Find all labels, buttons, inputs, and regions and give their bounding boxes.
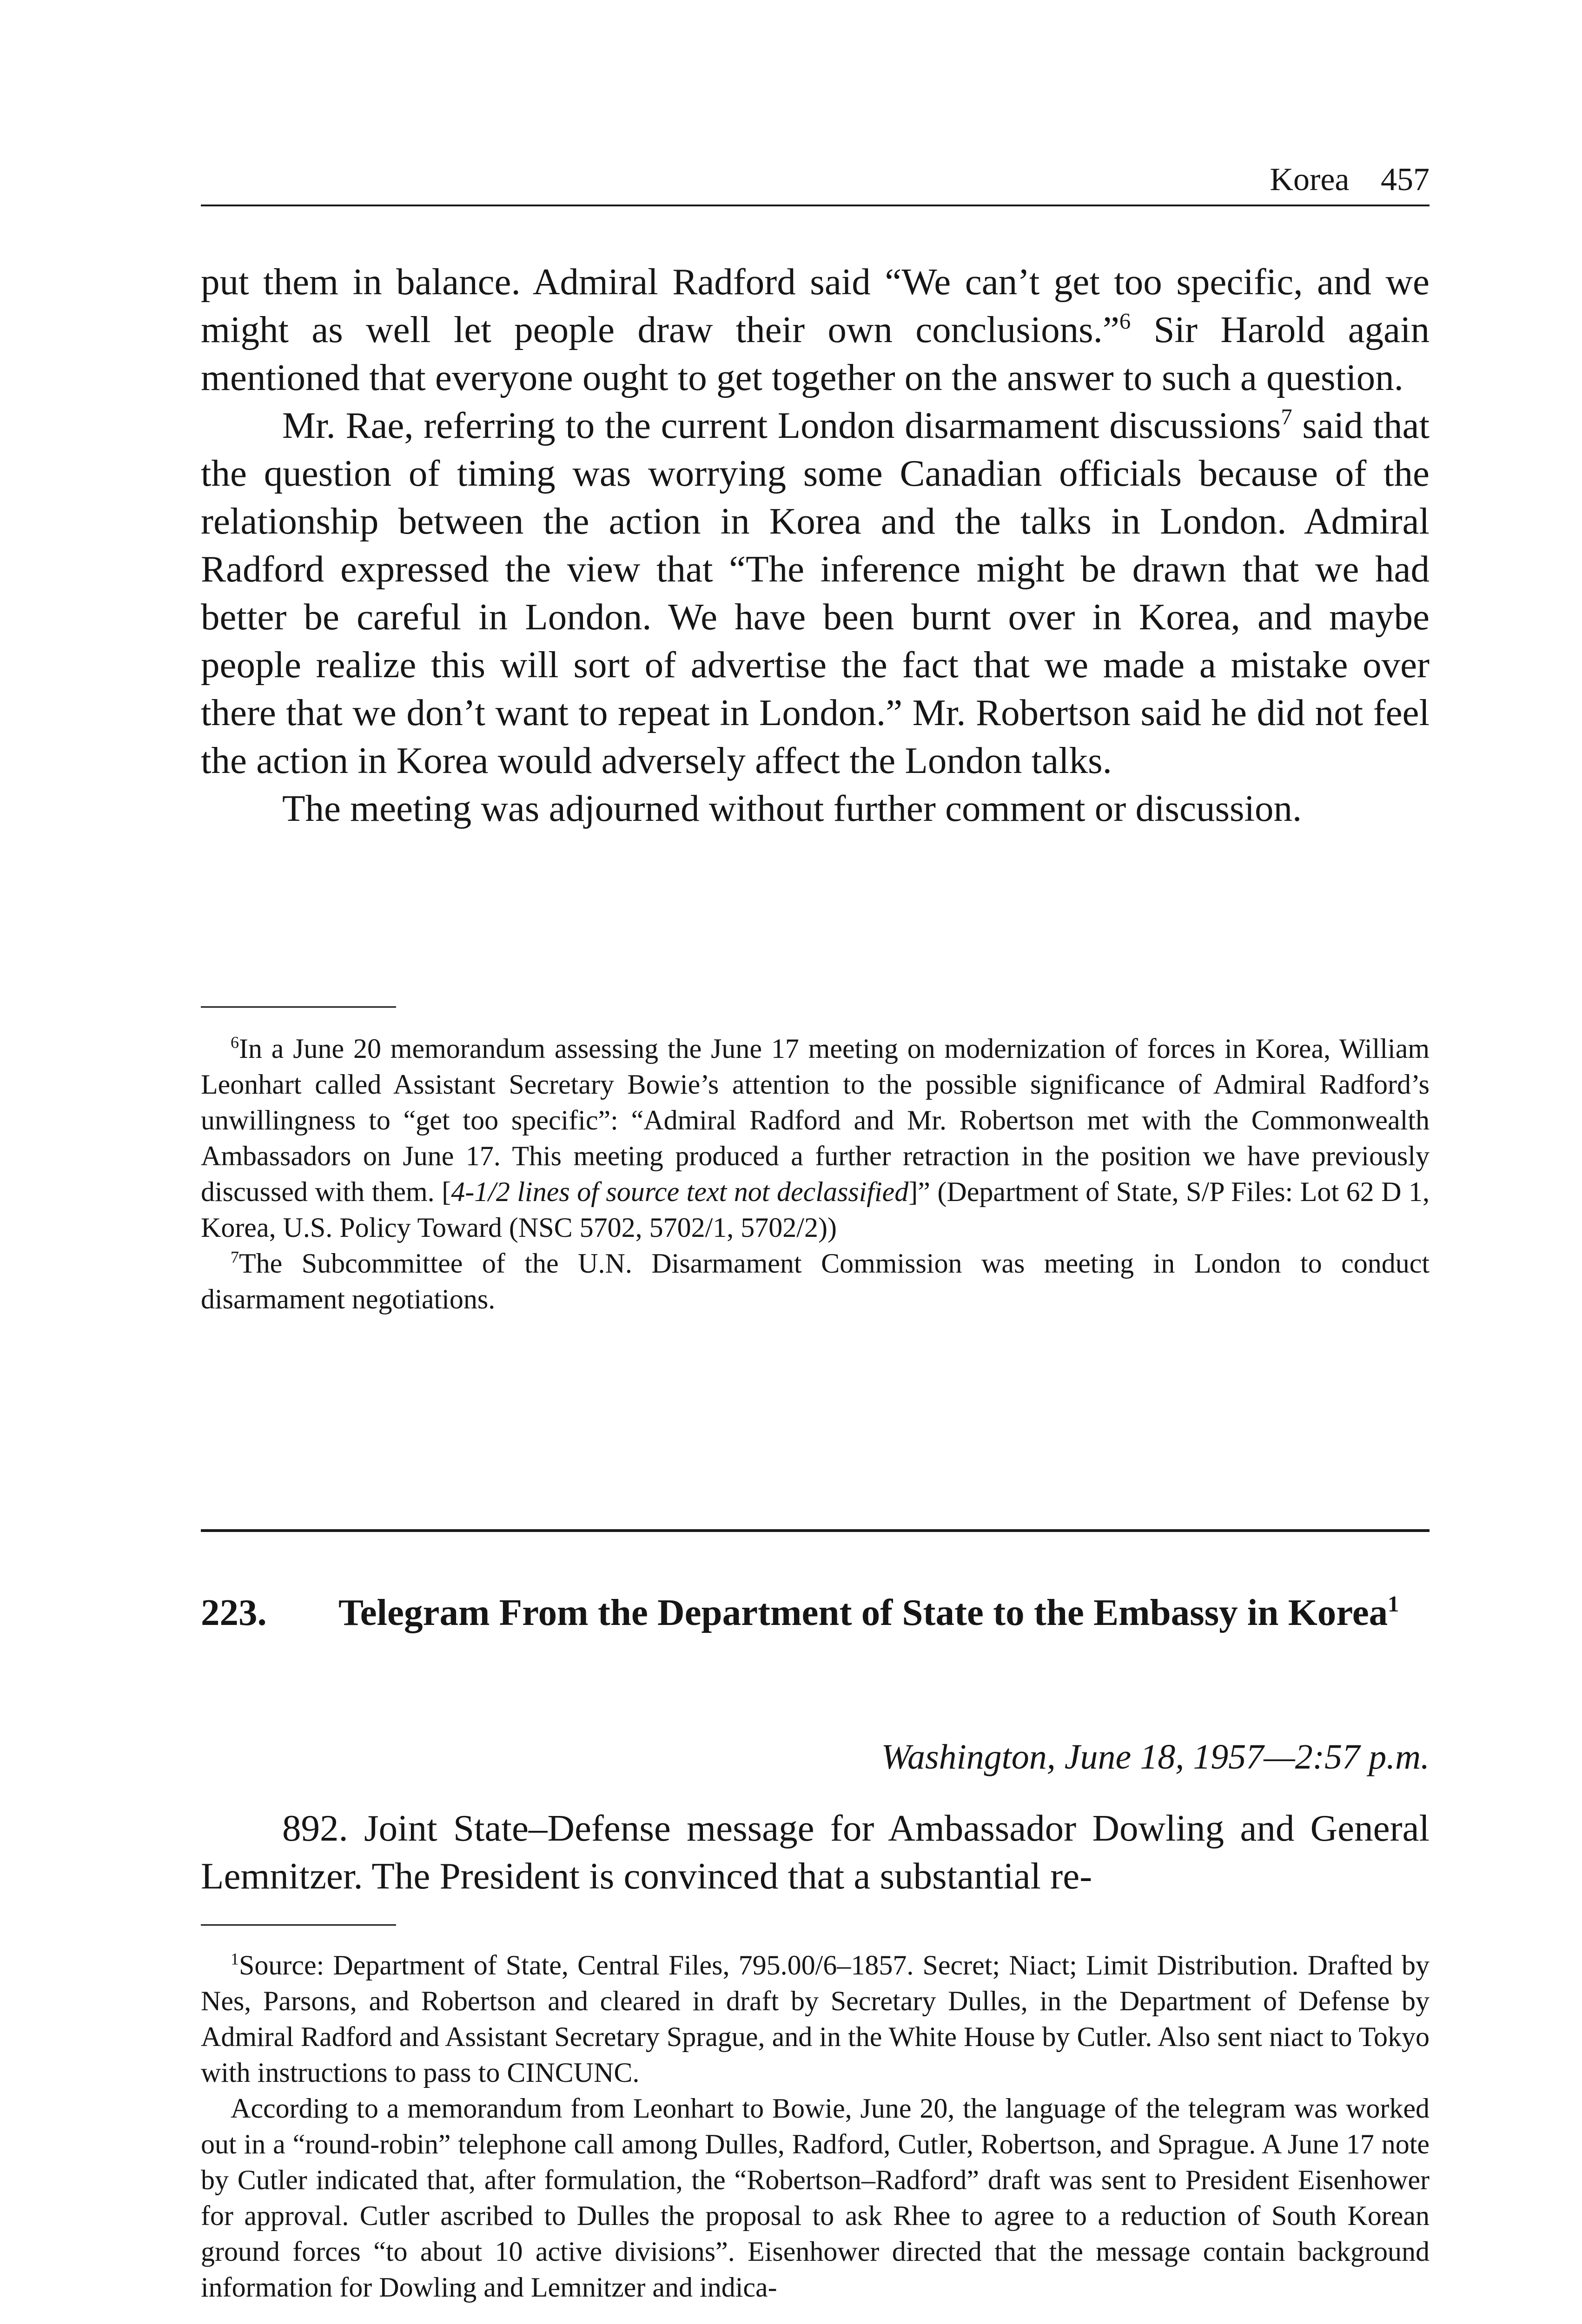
document-number: 223. — [201, 1591, 267, 1633]
paragraph-2: Mr. Rae, referring to the current London disarmament discussions$^7$ said that the question of timing was worrying some Canadian officials because of the relationship between the action in Korea and the talks in London. Admiral Radford expressed the view that “The inference might be drawn that we had better be careful in London. We have been burnt over in Korea, and maybe people realize this will sort of advertise the fact that we made a mistake over there that we don’t want to repeat in London.” Mr. Robertson said he did not feel the action in Korea would adversely affect the London talks. — [201, 404, 1430, 781]
footnote-1: $^1$Source: Department of State, Central Files, 795.00/6–1857. Secret; Niact; Limit Distribution. Drafted by Nes, Parsons, and Robertson and cleared in draft by Secretary Dulles, in the Department of Defense by Admiral Radford and Assistant Secretary Sprague, and in the White House by Cutler. Also sent niact to Tokyo with instructions to pass to CINCUNC. — [201, 1949, 1430, 2088]
document-title: Telegram From the Department of State to the Embassy in Korea$^1$ — [338, 1591, 1399, 1633]
footnote-ref-7: 7 — [1281, 404, 1292, 429]
paragraph-1: put them in balance. Admiral Radford said “We can’t get too specific, and we might as well let people draw their own conclusions.”$^6$ Sir Harold again mentioned that everyone ought to get together on the answer to such a question. — [201, 261, 1430, 398]
footnote-ref-6: 6 — [1119, 308, 1131, 334]
footnote-rule — [201, 1006, 396, 1008]
document-paragraph: 892. Joint State–Defense message for Ambassador Dowling and General Lemnitzer. The President is convinced that a substantial re- — [201, 1807, 1430, 1897]
footnote-rule-bottom — [201, 1924, 396, 1926]
dateline: Washington, June 18, 1957—2:57 p.m. — [881, 1737, 1430, 1776]
footnotes-top — [201, 1031, 1430, 1317]
footnote-6: $^6$In a June 20 memorandum assessing the June 17 meeting on modernization of forces in Korea, William Leonhart called Assistant Secretary Bowie’s attention to the possible significance of Admiral Radford’s unwillingness to “get too specific”: “Admiral Radford and Mr. Robertson met with the Commonwealth Ambassadors on June 17. This meeting produced a further retraction in the position we have previously discussed with them. [4-1/2 lines of source text not declassified]” (Department of State, S/P Files: Lot 62 D 1, Korea, U.S. Policy Toward (NSC 5702, 5702/1, 5702/2)) — [201, 1033, 1430, 1243]
header-rule — [201, 205, 1430, 206]
running-title: Korea — [1270, 162, 1350, 198]
running-head — [1270, 164, 1430, 196]
footnote-1-para-2: According to a memorandum from Leonhart to Bowie, June 20, the language of the telegram was worked out in a “round-robin” telephone call among Dulles, Radford, Cutler, Robertson, and Sprague. A June 17 note by Cutler indicated that, after formulation, the “Robertson–Radford” draft was sent to President Eisenhower for approval. Cutler ascribed to Dulles the proposal to ask Rhee to agree to a reduction of South Korean ground forces “to about 10 active divisions”. Eisenhower directed that the message contain background information for Dowling and Lemnitzer and indica- — [201, 2093, 1430, 2303]
page-number: 457 — [1381, 162, 1430, 198]
continuation-text — [201, 258, 1430, 832]
section-rule — [201, 1529, 1430, 1532]
document-body — [201, 1804, 1430, 1900]
footnotes-bottom — [201, 1948, 1430, 2305]
paragraph-3: The meeting was adjourned without further comment or discussion. — [282, 787, 1302, 829]
footnote-7: $^7$The Subcommittee of the U.N. Disarmament Commission was meeting in London to conduct disarmament negotiations. — [201, 1248, 1430, 1314]
footnote-ref-1: 1 — [1388, 1591, 1399, 1617]
